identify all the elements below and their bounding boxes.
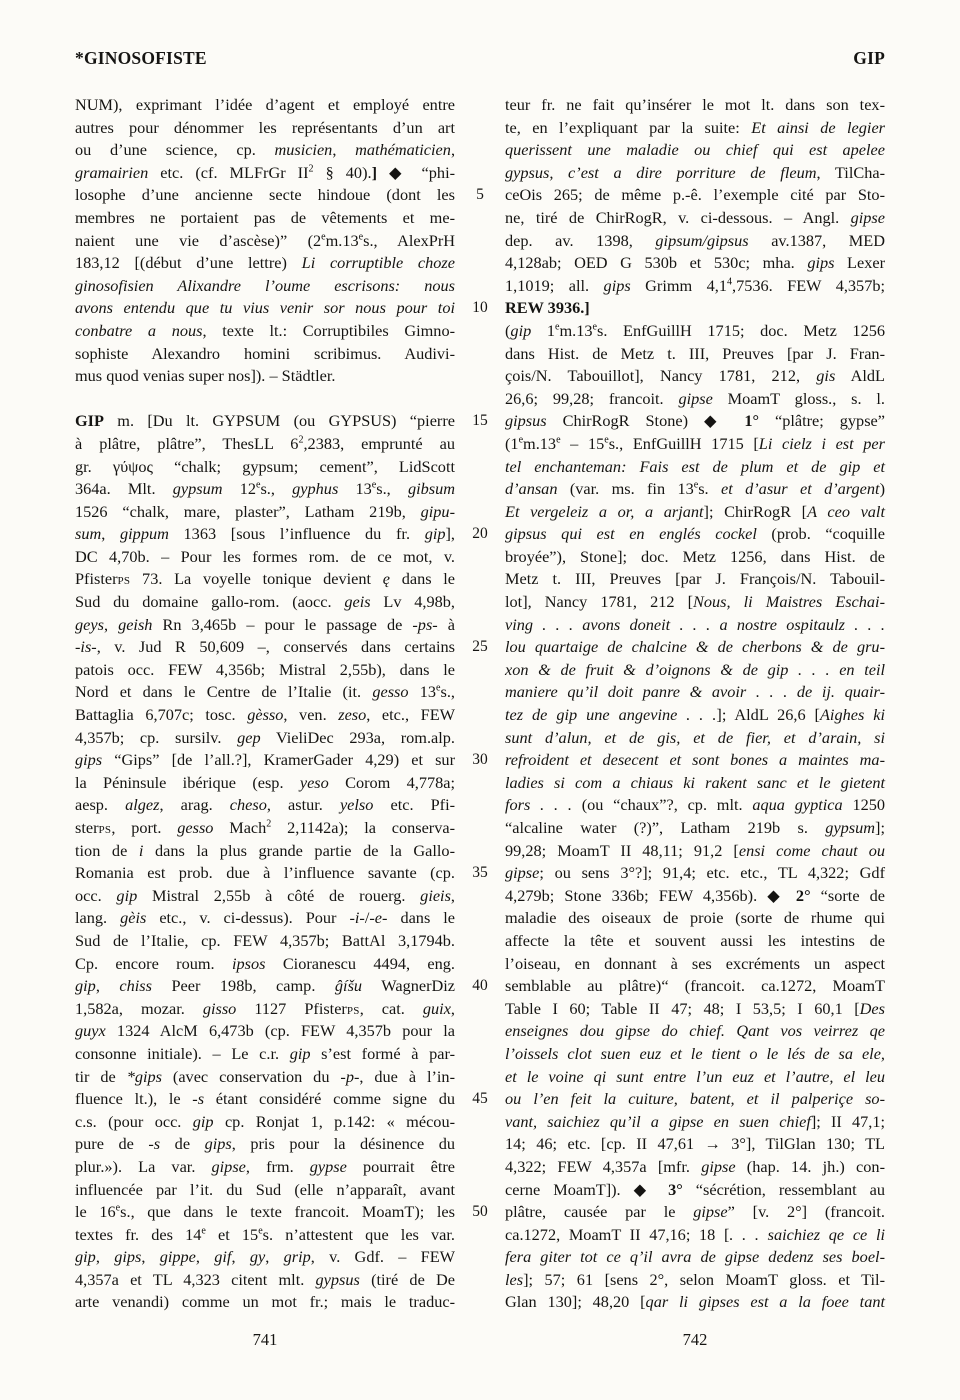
text-line: avons entendu que tu vius venir sor nous pour toi [75, 298, 455, 318]
text-line: Sud de l’Italie, cp. FEW 4,357b; BattAl 3,1794b. [75, 930, 455, 950]
text-line: Romania est prob. due à l’influence savante (cp. [75, 863, 455, 883]
text-line: lang. gèis etc., v. ci-dessus). Pour -i-/-e- dans le [75, 908, 456, 928]
text-line: semblable au plâtre)“ (francoit. ca.1272, MoamT [505, 976, 885, 996]
text-line: consonne initiale). – Le c.r. gip s’est formé à par- [75, 1043, 455, 1063]
text-line: vant, saichiez qu’il a gipse en suen chief]; II 47,1; [505, 1111, 886, 1131]
line-number: 15 [472, 412, 488, 430]
text-line: 26,6; 99,28; francoit. gipse MoamT gloss., s. l. [505, 388, 886, 408]
text-line: aesp. algez, arag. cheso, astur. yelso etc. Pfi- [75, 795, 456, 815]
text-line: textes fr. des 14e et 15es. n’attestent que les var. [75, 1224, 455, 1244]
text-line: naient une vie d’ascèse)” (2em.13es., AlexPrH [75, 230, 456, 250]
line-number: 25 [472, 638, 488, 656]
line-number: 50 [472, 1203, 488, 1221]
text-line: tez de gip une angevine . . .]; AldL 26,6 [Aighes ki [505, 705, 885, 725]
text-line: enseignes dou gipse do chief. Qant vos veirrez qe [505, 1021, 885, 1041]
text-line: d’ansan (var. ms. fin 13es. et d’asur et d’argent) [505, 479, 885, 499]
text-line: Pfisterps 73. La voyelle tonique devient ę dans le [75, 569, 456, 589]
text-line: -is-, v. Jud R 50,609 –, conservés dans certains [75, 637, 455, 657]
page-number-right: 742 [682, 1330, 708, 1349]
text-line: xon & de fruit & d’oignons & de gip . . . en teil [505, 659, 885, 679]
text-line: ou d’une science, cp. musicien, mathématicien, [75, 140, 456, 160]
text-line: losophe d’une ancienne secte hindoue (dont les [75, 185, 455, 205]
text-line: 4,357a et TL 4,323 citent mlt. gypsus (tiré de De [75, 1269, 455, 1289]
text-line: broyée”), Stone]; doc. Metz 1256, dans Hist. de [505, 546, 885, 566]
text-line: sterps, port. gesso Mach$^2$ 2,1142a); la conserva- [75, 818, 456, 837]
text-line: gipsus qui est en englés cockel (prob. “coquille [505, 524, 885, 544]
text-line: Cp. encore roum. ipsos Cioranescu 4494, eng. [75, 953, 455, 973]
line-number: 10 [472, 299, 488, 317]
text-line: NUM), exprimant l’idée d’agent et employé entre [75, 95, 455, 114]
text-line: 183,12 [(début d’une lettre) Li corruptible choze [75, 253, 455, 273]
two-column-text-block [75, 94, 885, 1314]
text-line: lou quartaige de chalcine & de cherbons & de gru- [505, 637, 885, 657]
text-line: refroident et desecent et sont bones a maintes ma- [505, 750, 885, 770]
text-line: sunt d’alun, et de gis, et de fier, et d’arain, si [505, 727, 885, 747]
right-column [505, 94, 885, 1314]
text-line: ne, tiré de ChirRogR, v. ci-dessous. – Angl. gipse [505, 207, 885, 227]
line-number: 40 [472, 977, 488, 995]
text-line: çois/N. Tabouillot], Nancy 1781, 212, gis AldL [505, 366, 886, 386]
text-line: tir de *gips (avec conservation du -p-, due à l’in- [75, 1066, 455, 1086]
text-line: ginosofisien Alixandre l’oume escrisons: nous [75, 275, 455, 295]
text-line: Table I 60; Table II 47; 48; I 53,5; I 60,1 [Des [505, 998, 885, 1018]
text-line: Et vergeleiz a or, a arjant]; ChirRogR [A ceo valt [505, 501, 885, 521]
left-column [75, 94, 455, 1314]
text-line: 4,279b; Stone 336b; FEW 4,356b). ◆ 2° “sorte de [505, 885, 886, 905]
text-line: ceOis 265; de même p.-ê. l’exemple cité par Sto- [505, 185, 885, 205]
text-line: Sud du domaine gallo-rom. (aocc. geis Lv 4,98b, [75, 592, 455, 612]
text-line: fors . . . (ou “chaux”?, cp. mlt. aqua gyptica 1250 [505, 795, 886, 815]
text-line: patois occ. FEW 4,356b; Mistral 2,55b), dans le [75, 659, 455, 679]
text-line: tel enchanteman: Fais est de plum et de gip et [505, 456, 885, 476]
text-line: Battaglia 6,707c; tosc. gèsso, ven. zeso, etc., FEW [75, 705, 456, 725]
text-line: le 16es., que dans le texte francoit. MoamT); les [75, 1202, 455, 1222]
text-line: tion de i dans la plus grande partie de la Gallo- [75, 840, 455, 860]
text-line: conbatre a nous, texte lt.: Corruptibiles Gimno- [75, 320, 456, 340]
text-line: plur.»). La var. gipse, frm. gypse pourrait être [75, 1156, 456, 1176]
line-number: 5 [476, 186, 484, 204]
text-line: les]; 57; 61 [sens 2°, selon MoamT gloss. et Til- [505, 1269, 885, 1289]
text-line: gip, gips, gippe, gif, gy, grip, v. Gdf. – FEW [75, 1247, 456, 1267]
text-line: fera giter tot ce q’il avra de gipse dedenz ses boel- [505, 1247, 885, 1267]
text-line: dep. av. 1398, gipsum/gipsus av.1387, MED [505, 230, 885, 250]
text-line: 14; 46; etc. [cp. II 47,61 → 3°], TilGlan 130; TL [505, 1134, 885, 1154]
text-line: DC 4,70b. – Pour les formes rom. de ce mot, v. [75, 546, 455, 566]
text-line: gramairien etc. (cf. MLFrGr $II^2$ § 40).] ◆ “phi- [75, 162, 456, 182]
text-line: arte venandi) comme un mot fr.; mais le traduc- [75, 1292, 455, 1312]
text-line: mus quod venias super nos]). – Städtler. [75, 366, 336, 386]
text-line: sophiste Alexandro homini scribimus. Audivi- [75, 343, 455, 363]
text-line: l’oiseau, en donnant à ses excréments un aspect [505, 953, 885, 973]
text-line: (gip 1em.13es. EnfGuillH 1715; doc. Metz 1256 [505, 320, 885, 340]
text-line: occ. gip Mistral 2,55b à côté de rouerg. gieis, [75, 885, 455, 905]
text-line: Metz t. III, Preuves [par J. François/N. Tabouil- [505, 569, 885, 589]
text-line: (1em.13e – 15es., EnfGuillH 1715 [Li cielz i est per [505, 433, 885, 453]
text-line: 4,128ab; OED G 530b et 530c; mha. gips Lexer [505, 253, 885, 273]
text-line: pure de -s de gips, pris pour la désinence du [75, 1134, 455, 1154]
text-line: 4,357b; cp. sursilv. gep VieliDec 293a, rom.alp. [75, 727, 455, 747]
text-line: querissent une maladie ou chief qui est apelee [505, 140, 885, 160]
text-line: membres ne portaient pas de vêtements et me- [75, 207, 455, 227]
text-line: ca.1272, MoamT II 47,16; 18 [. . . saichiez qe ce li [505, 1224, 885, 1244]
text-line: 1,1019; all. gips Grimm $4,1^4,7536$. FEW 4,357b; [505, 275, 885, 295]
text-line: l’oissels clot suen euz et le tient o le lés de sa ele, [505, 1043, 885, 1063]
line-number: 20 [472, 525, 488, 543]
text-line: REW 3936.] [505, 298, 590, 318]
text-line: sum, gippum 1363 [sous l’influence du fr. gip], [75, 524, 456, 544]
text-line: influencée par l’it. du Sud (elle n’apparaît, avant [75, 1179, 455, 1199]
text-line: gips “Gips” [de l’all.?], KramerGader 4,29) et sur [75, 750, 455, 770]
text-line: GIP m. [Du lt. GYPSUM (ou GYPSUS) “pierre [75, 411, 455, 431]
text-line: autres pour dénommer les représentants d’un art [75, 117, 455, 137]
text-line: 1,582a, mozar. gisso 1127 Pfisterps, cat. guix, [75, 998, 455, 1018]
line-number: 30 [472, 751, 488, 769]
text-line: ving . . . avons doneit . . . a nostre ospitaulz . . . [505, 614, 885, 634]
text-line: 364a. Mlt. gypsum 12es., gyphus 13es., gibsum [75, 479, 455, 499]
text-line: lot], Nancy 1781, 212 [Nous, li Maistres Eschai- [505, 592, 885, 612]
text-line: gipsus ChirRogR Stone) ◆ 1° “plâtre; gypse” [505, 411, 885, 431]
text-line: gr. γύψος “chalk; gypsum; cement”, LidScott [75, 456, 455, 476]
line-number-gutter [455, 94, 505, 1314]
text-line: 99,28; MoamT II 48,11; 91,2 [ensi come chaut ou [505, 840, 885, 860]
text-line: gipse; ou sens 3°?]; 91,4; etc. etc., TL 4,322; Gdf [505, 863, 885, 883]
text-line: “alcaline water (?)”, Latham 219b s. gypsum]; [505, 818, 885, 837]
page-number-left: 741 [252, 1330, 278, 1349]
running-head-left: *GINOSOFISTE [75, 48, 207, 68]
text-line: te, en l’expliquant par la suite: Et ainsi de legier [505, 117, 886, 137]
text-line: Glan 130]; 48,20 [qar li gipses est a la foee tant [505, 1292, 886, 1312]
text-line: et le voine qi sunt entre l’un euz et l’autre, el leu [505, 1066, 885, 1086]
text-line: gypsus, c’est a dire porriture de fleum, TilCha- [505, 162, 885, 182]
text-line: ladies si com a chiaus ki rakent sanc et le gietent [505, 772, 885, 792]
line-number: 35 [472, 864, 488, 882]
running-head-right: GIP [853, 48, 885, 68]
text-line: plâtre, causée par le gipse” [v. 2°] (francoit. [505, 1202, 886, 1222]
text-line: affecte la tête et souvent aussi les intestins de [505, 930, 885, 950]
line-number: 45 [472, 1090, 488, 1108]
text-line: 1526 “chalk, mare, plaster”, Latham 219b, gipu- [75, 501, 455, 521]
text-line: cerne MoamT]). ◆ 3° “sécrétion, ressemblant au [505, 1179, 885, 1199]
text-line: c.s. (pour occ. gip cp. Ronjat 1, p.142: « mécou- [75, 1111, 456, 1131]
text-line: dans Hist. de Metz t. III, Preuves [par J. Fran- [505, 343, 885, 363]
blank-line [75, 388, 455, 411]
text-line: gip, chiss Peer 198b, camp. ĝíšu WagnerDiz [75, 976, 456, 996]
text-line: guyx 1324 AlcM 6,473b (cp. FEW 4,357b pour la [75, 1021, 455, 1041]
text-line: 4,322; FEW 4,357a [mfr. gipse (hap. 14. jh.) con- [505, 1156, 885, 1176]
text-line: à plâtre, plâtre”, ThesLL $6^2,2383$, emprunté au [75, 433, 456, 453]
text-line: maladie des oiseaux de proie (sorte de rhume qui [505, 908, 885, 928]
text-line: fluence lt.), le -s étant considéré comme signe du [75, 1089, 455, 1109]
text-line: ou l’en feit la cuiture, batent, et il palperiçe so- [505, 1089, 885, 1109]
text-line: Nord et dans le Centre de l’Italie (it. gesso 13es., [75, 682, 455, 702]
text-line: teur fr. ne fait qu’insérer le mot lt. dans son tex- [505, 95, 885, 114]
text-line: geys, geish Rn 3,465b – pour le passage de -ps- à [75, 614, 455, 634]
text-line: la Péninsule ibérique (esp. yeso Corom 4,778a; [75, 772, 456, 792]
text-line: maniere qu’il doit panre & avoir . . . de ij. quair- [505, 682, 885, 702]
